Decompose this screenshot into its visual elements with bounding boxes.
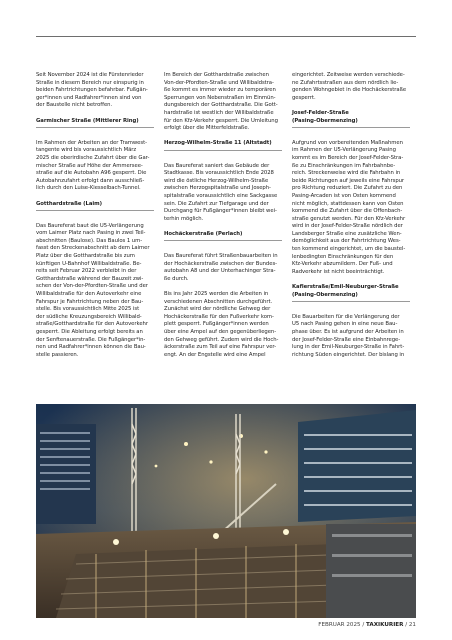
paragraph (164, 163, 282, 224)
heading-line: Herzog-Wilhelm-Straße 11 (Altstadt) (164, 140, 272, 147)
paragraph (164, 291, 282, 359)
text-line: den Gehweg geführt. Zudem wird die Hoch- (164, 336, 279, 343)
text-line: ne Zufahrtsstraßen aus dem nördlich lie- (292, 79, 399, 86)
text-line: spitalstraße voraussichtlich eine Sackgasse (164, 192, 278, 199)
text-line: Die Bauarbeiten für die Verlängerung der (292, 313, 400, 320)
text-line: gesperrt. (292, 94, 316, 101)
heading-underline (164, 150, 282, 151)
text-line: sein. Die Zufahrt zur Tiefgarage und der (164, 200, 269, 207)
footer-issue: FEBRUAR 2025 (318, 622, 361, 628)
text-line: der Josef-Felder-Straße eine Einbahnrege- (292, 336, 401, 343)
paragraph (292, 72, 410, 102)
paragraph-gap (36, 110, 154, 118)
text-line: genden Wohngebiet in die Hochäckerstraße (292, 87, 407, 94)
text-line: ße durch. (164, 275, 189, 282)
paragraph-gap (292, 276, 410, 284)
heading-line: Garmischer Straße (Mittlerer Ring) (36, 117, 139, 124)
section-heading (36, 201, 154, 209)
text-line: der Senftenauerstraße. Die Fußgänger*in- (36, 336, 146, 343)
heading-underline (36, 210, 154, 211)
text-line: wird die östliche Herzog-Wilhelm-Straße (164, 177, 269, 184)
text-line: stelle passieren. (36, 351, 79, 358)
footer-publication: TAXIKURIER (366, 622, 404, 628)
text-line: Seit November 2024 ist die Fürstenrieder (36, 72, 144, 78)
text-line: Sperrungen von Nebenstraßen im Einmün- (164, 94, 276, 101)
paragraph-gap (164, 133, 282, 141)
heading-line: Kaflerstraße/Emil-Neuburger-Straße (292, 284, 399, 291)
text-line: Radverkehr ist nicht beeinträchtigt. (292, 268, 385, 275)
text-line: ße zu Einschränkungen im Fahrbahnbe- (292, 162, 396, 169)
paragraph (36, 140, 154, 193)
paragraph (292, 314, 410, 360)
text-line: Platz über die Gotthardstraße bis zum (36, 253, 135, 260)
heading-line: Josef-Felder-Straße (292, 109, 349, 116)
text-line: engt. An der Engstelle wird eine Ampel (164, 351, 266, 358)
text-line: abschnitten (Baulose). Das Baulos 1 um- (36, 237, 143, 244)
text-line: schen der Von-der-Pfordten-Straße und der (36, 283, 148, 290)
text-line: Bis ins Jahr 2025 werden die Arbeiten in (164, 291, 269, 298)
paragraph (292, 140, 410, 277)
text-line: demöglichkeit aus der Fahrtrichtung Wes- (292, 238, 401, 245)
text-line: Von-der-Pfordten-Straße und Willibaldstra- (164, 79, 274, 86)
paragraph-gap (36, 215, 154, 223)
text-line: äckerstraße zum Teil auf eine Fahrspur ver- (164, 344, 277, 351)
construction-site-image (36, 404, 416, 618)
text-line: vom Laimer Platz nach Pasing in zwei Teil- (36, 230, 146, 237)
text-line: lenbedingten Einschränkungen für den (292, 253, 394, 260)
text-line: Im Rahmen der Arbeiten an der Tramwest- (36, 139, 147, 146)
text-line: hardstraße ist westlich der Willibaldstraße (164, 109, 274, 116)
heading-underline (292, 127, 410, 128)
paragraph-gap (292, 132, 410, 140)
text-line: Das Baureferat baut die U5-Verlängerung (36, 222, 144, 229)
heading-underline (164, 240, 282, 241)
text-line: lich durch den Luise-Kiesselbach-Tunnel. (36, 185, 141, 192)
text-line: pro Richtung reduziert. Die Zufahrt zu den (292, 185, 403, 192)
text-line: U5 nach Pasing gehen in eine neue Bau- (292, 321, 398, 328)
text-line: verschiedenen Abschnitten durchgeführt. (164, 298, 273, 305)
text-line: nen und Radfahrer*innen können die Bau- (36, 344, 146, 351)
top-rule (36, 36, 416, 37)
text-line: plett gesperrt. Fußgänger*innen werden (164, 321, 269, 328)
text-line: Das Baureferat saniert das Gebäude der (164, 162, 270, 169)
paragraph-gap (292, 102, 410, 110)
text-line: Autobahnzufahrt erfolgt dann ausschließ- (36, 177, 145, 184)
text-line: eingerichtet. Zeitweise werden verschiede- (292, 72, 405, 78)
text-line: gesperrt. Die Ableitung erfolgt bereits an (36, 329, 143, 335)
section-heading (164, 231, 282, 239)
text-line: kommend die Zufahrt über die Offenbach- (292, 208, 403, 215)
text-line: Fahrspur je Fahrtrichtung neben der Bau- (36, 298, 144, 305)
text-line: ten kommend eingerichtet, um die baustel- (292, 246, 406, 253)
footer-separator: / (360, 622, 367, 628)
paragraph-gap (292, 306, 410, 314)
text-line: tangente wird bis voraussichtlich März (36, 147, 137, 154)
text-line: straße/Gotthardstraße für den Autoverkehr (36, 321, 148, 328)
paragraph-gap (164, 283, 282, 291)
text-line: Gotthardstraße während der Bauzeit zwi- (36, 275, 144, 282)
text-line: beiden Fahrtrichtungen befahrbar. Fußgän- (36, 87, 148, 94)
paragraph (36, 72, 154, 110)
text-line: erfolgt über die Mitterfeldstraße. (164, 125, 250, 132)
text-line: künftigen U-Bahnhof Willibaldstraße. Be- (36, 260, 142, 267)
paragraph-gap (36, 193, 154, 201)
text-line: beide Richtungen auf jeweils eine Fahrspur (292, 177, 405, 184)
section-heading (36, 118, 154, 126)
text-line: straße auf die Autobahn A96 gesperrt. Die (36, 170, 147, 177)
text-line: kommt es im Bereich der Josef-Felder-Stra- (292, 154, 404, 161)
column-3 (292, 72, 410, 359)
heading-underline (36, 127, 154, 128)
text-line: autobahn A8 und der Unterhachinger Stra- (164, 268, 276, 275)
heading-line: (Pasing-Obermenzing) (292, 117, 358, 124)
text-line: der südliche Kreuzungsbereich Willibald- (36, 313, 142, 320)
text-line: Das Baureferat führt Straßenbauarbeiten in (164, 253, 278, 260)
text-line: Straße in diesem Bereich nur einspurig in (36, 79, 144, 86)
paragraph (36, 223, 154, 360)
text-line: Durchgang für Fußgänger*innen bleibt wei- (164, 208, 277, 215)
text-line: für den Kfz-Verkehr gesperrt. Die Umleitung (164, 117, 278, 124)
heading-line: Hochäckerstraße (Perlach) (164, 230, 243, 237)
text-line: ße kommt es immer wieder zu temporären (164, 87, 276, 94)
text-line: reich. Streckenweise wird die Fahrbahn in (292, 170, 401, 177)
text-line: im Rahmen der U5-Verlängerung Pasing (292, 147, 396, 154)
text-line: Pasing-Arcaden ist von Osten kommend (292, 192, 396, 199)
text-line: mischer Straße auf Höhe der Ammersee- (36, 162, 143, 169)
text-line: reits seit Februar 2022 verbleibt in der (36, 268, 137, 275)
paragraph-gap (164, 223, 282, 231)
page-footer (318, 622, 416, 628)
text-line: Willibaldstraße für den Autoverkehr eine (36, 291, 142, 298)
text-line: phase über. Es ist aufgrund der Arbeiten in (292, 329, 404, 335)
paragraph (164, 72, 282, 133)
paragraph-gap (164, 155, 282, 163)
paragraph-gap (36, 132, 154, 140)
text-line: terhin möglich. (164, 215, 204, 222)
section-heading (164, 140, 282, 148)
heading-line: Gotthardstraße (Laim) (36, 200, 102, 207)
construction-site-photo (36, 404, 416, 618)
heading-line: (Pasing-Obermenzing) (292, 291, 358, 298)
text-line: wird in der Josef-Felder-Straße nördlich der (292, 223, 403, 230)
paragraph-gap (164, 245, 282, 253)
text-line: 2025 die oberirdische Zufahrt über die Gar- (36, 154, 150, 161)
text-line: Landsberger Straße eine zusätzliche Wen- (292, 230, 402, 237)
text-line: Hochäckerstraße für den Fußverkehr kom- (164, 313, 274, 320)
text-line: zwischen Herzogspitalstraße und Joseph- (164, 185, 271, 192)
section-heading (292, 284, 410, 299)
column-2 (164, 72, 282, 359)
text-line: fasst den Streckenabschnitt ab dem Laimer (36, 245, 150, 252)
text-line: richtung Süden eingerichtet. Der bislang in (292, 351, 405, 358)
text-line: lung in der Emil-Neuburger-Straße in Fahrt- (292, 344, 405, 351)
text-line: der Hochäckerstraße zwischen der Bundes- (164, 260, 278, 267)
text-line: ger*innen und Radfahrer*innen sind von (36, 94, 142, 101)
section-heading (292, 110, 410, 125)
text-line: nicht möglich, stattdessen kann von Osten (292, 200, 404, 207)
article-columns (36, 72, 416, 402)
text-line: Stadtkasse. Bis voraussichtlich Ende 2028 (164, 170, 274, 177)
text-line: straße genutzt werden. Für den Kfz-Verkehr (292, 215, 406, 222)
text-line: Aufgrund von vorbereitenden Maßnahmen (292, 139, 403, 146)
column-1 (36, 72, 154, 359)
heading-underline (292, 301, 410, 302)
text-line: Kfz-Verkehr abzumildern. Der Fuß- und (292, 261, 393, 268)
text-line: Zunächst wird der nördliche Gehweg der (164, 306, 271, 313)
text-line: über eine Ampel auf den gegenüberliegen- (164, 329, 277, 335)
footer-page-number: / 21 (403, 622, 416, 628)
text-line: Im Bereich der Gotthardstraße zwischen (164, 72, 269, 78)
text-line: dungsbereich der Gotthardstraße. Die Gott- (164, 102, 278, 109)
text-line: der Baustelle nicht betroffen. (36, 102, 113, 109)
paragraph (164, 253, 282, 283)
text-line: stelle. Bis voraussichtlich Mitte 2025 ist (36, 306, 140, 313)
